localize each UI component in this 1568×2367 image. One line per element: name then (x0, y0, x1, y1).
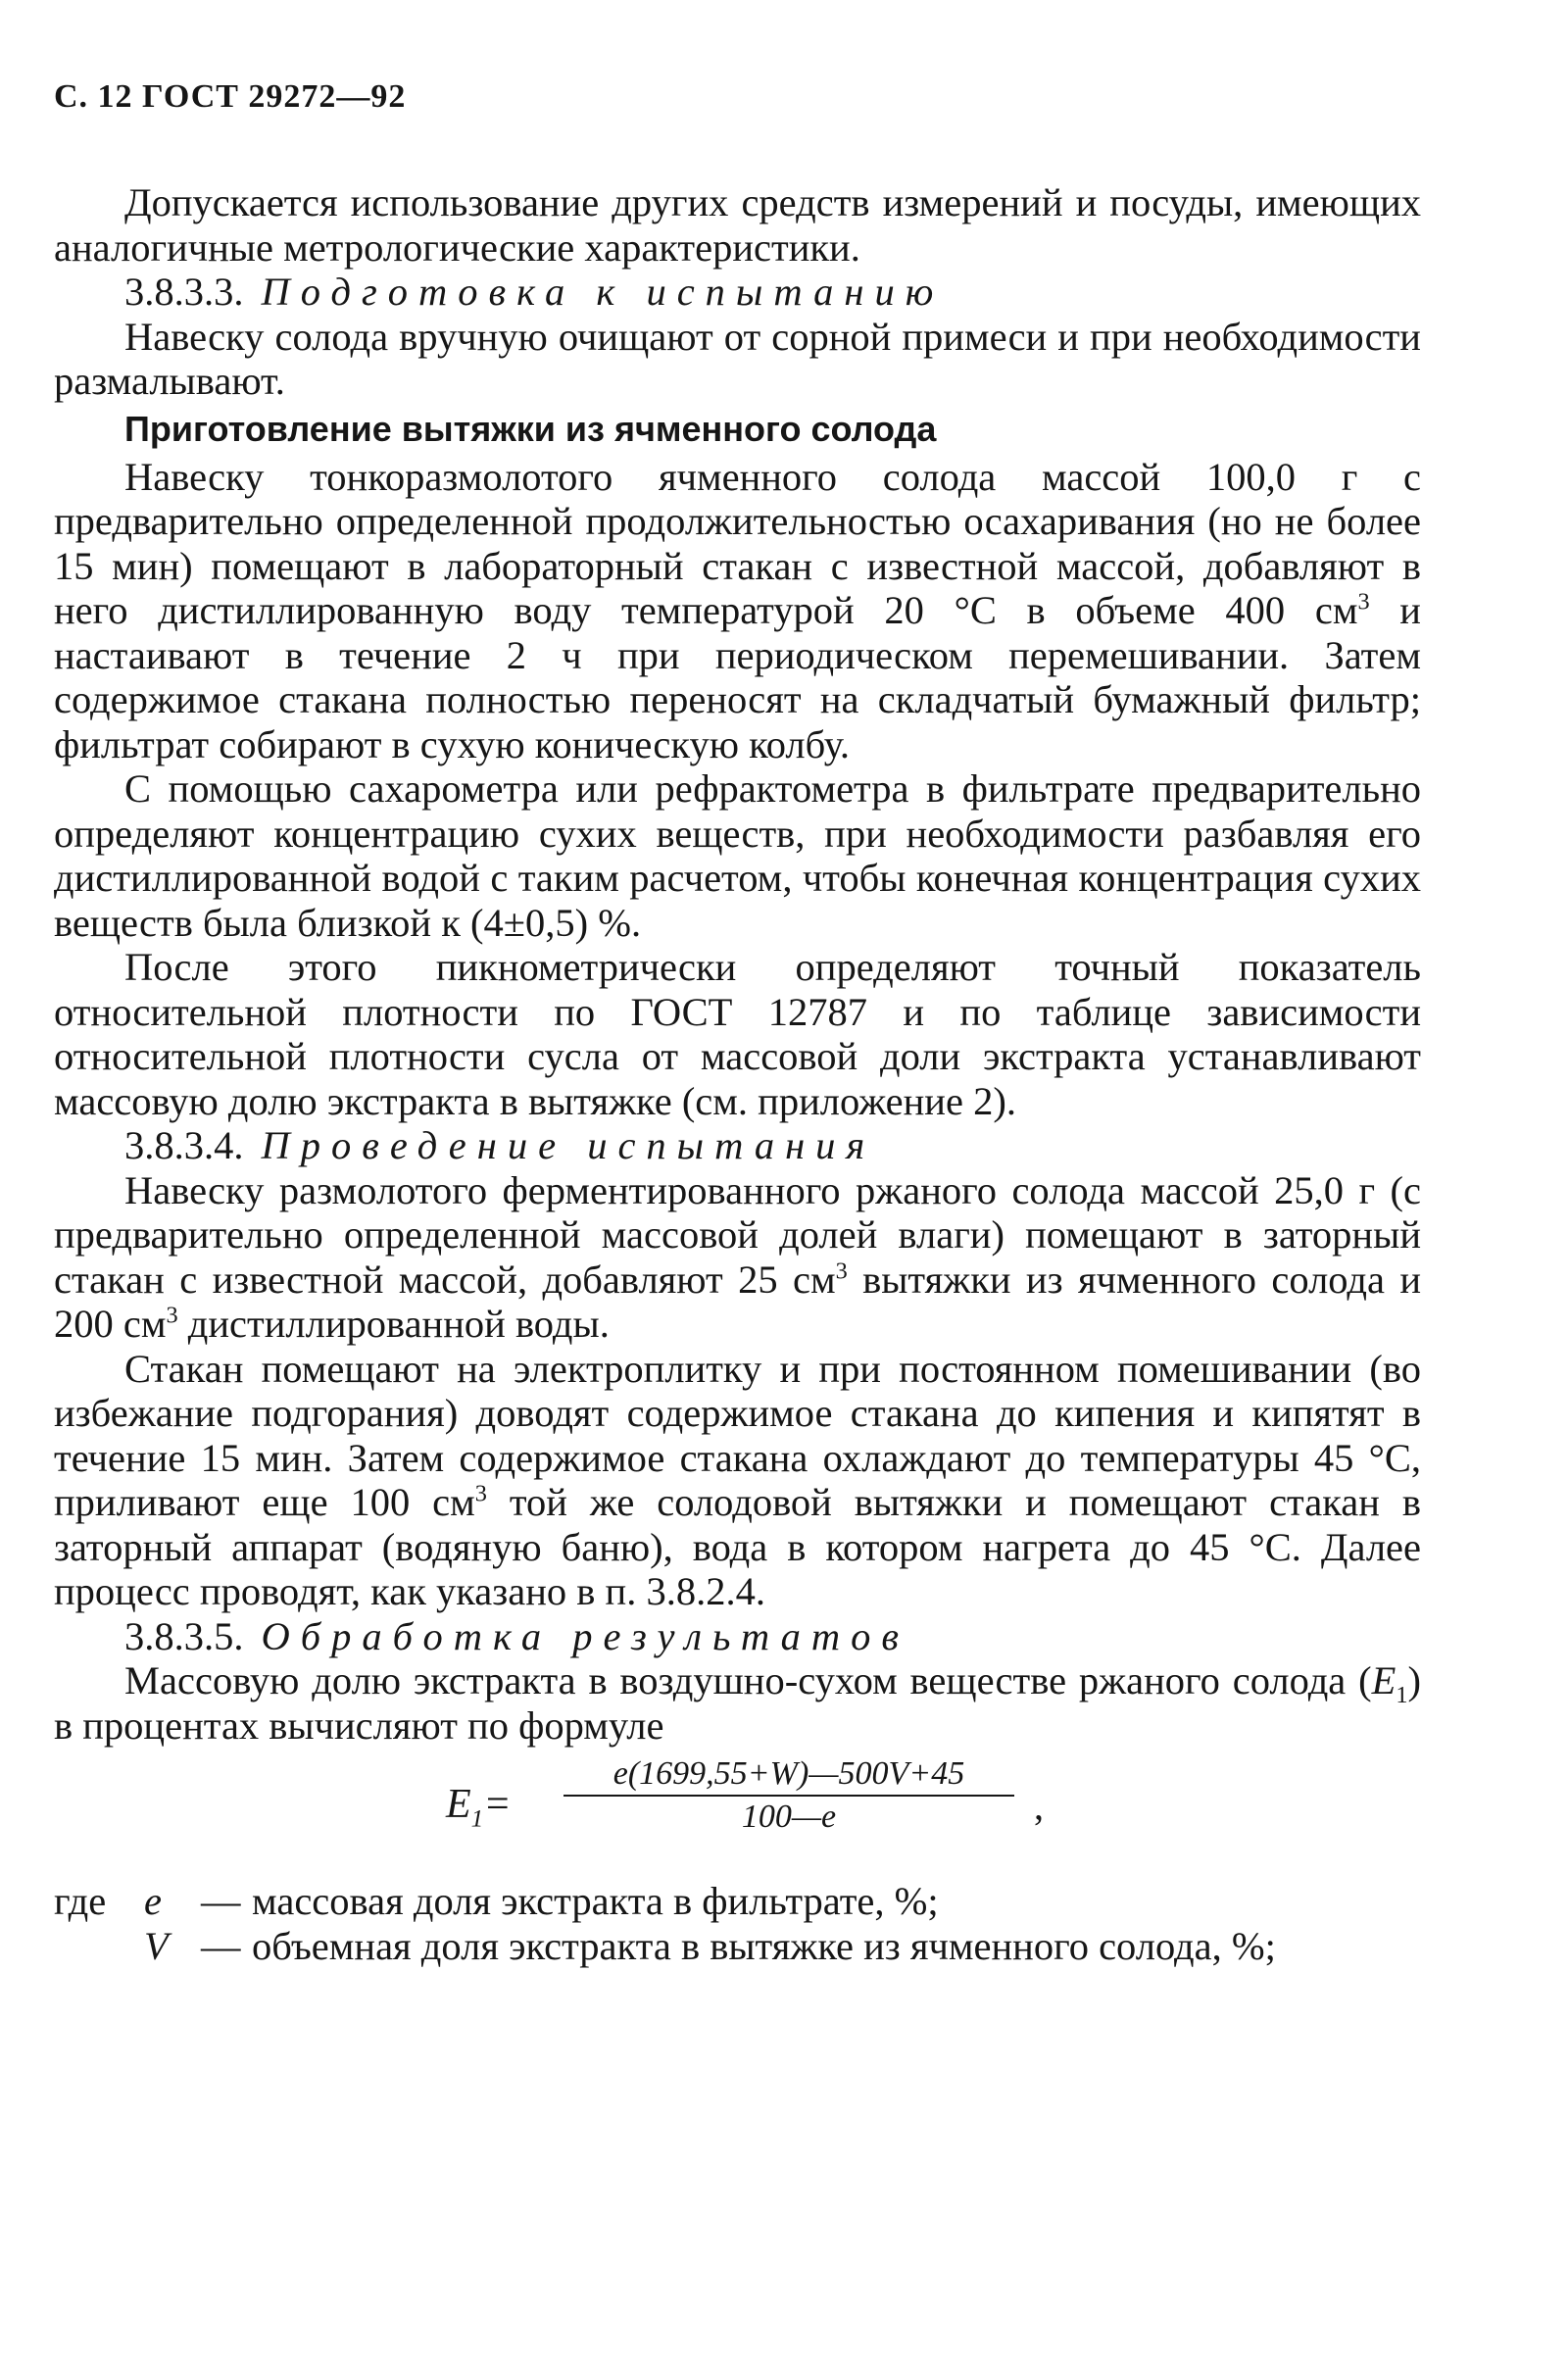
section-number: 3.8.3.3. (124, 270, 244, 314)
text-run: вытяжки из ячменного солода и 200 см (54, 1257, 1421, 1346)
paragraph (54, 1658, 1421, 1748)
section-number: 3.8.3.4. (124, 1123, 244, 1167)
superscript: 3 (166, 1302, 178, 1329)
paragraph (54, 1347, 1421, 1614)
section-title: Обработка результатов (261, 1613, 909, 1658)
text-run: и настаивают в течение 2 ч при периодическом перемешивании. Затем содержимое стакана полностью переносят на складчатый бумажный фильтр; фильтрат собирают в сухую коническую колбу. (54, 588, 1421, 766)
page-header: С. 12 ГОСТ 29272—92 (54, 78, 407, 115)
superscript: 3 (1357, 588, 1370, 616)
paragraph: Навеску солода вручную очищают от сорной примеси и при необходимости размалывают. (54, 314, 1421, 403)
formula-numerator: e(1699,55+W)—500V+45 (564, 1755, 1014, 1797)
section-number: 3.8.3.5. (124, 1613, 244, 1658)
superscript: 3 (835, 1257, 848, 1284)
text-run: Навеску тонкоразмолотого ячменного солода массой 100,0 г с предварительно определенной продолжительностью осахаривания (но не более 15 мин) помещают в лабораторный стакан с известной массой, добавляют в него дистиллированную воду температурой 20 °С в объеме 400 см (54, 454, 1421, 632)
subheading: Приготовление вытяжки из ячменного солода (124, 408, 937, 449)
text-run: ) в процентах вычисляют по формуле (54, 1658, 1421, 1748)
legend-row (54, 1924, 1421, 1969)
formula (54, 1755, 1421, 1863)
text-run: дистиллированной воды. (177, 1302, 610, 1346)
legend-row (54, 1879, 1421, 1924)
legend-lead: где (54, 1879, 107, 1923)
section-title: Подготовка к испытанию (261, 270, 945, 314)
legend-dash: — (201, 1879, 241, 1923)
legend-description: объемная доля экстракта в вытяжке из ячменного солода, %; (252, 1923, 1276, 1968)
text-run: Стакан помещают на электроплитку и при постоянном помешивании (во избежание подгорания) доводят содержимое стакана до кипения и кипятят в течение 15 мин. Затем содержимое стакана охлаждают до температуры 45 °С, приливают еще 100 см (54, 1346, 1421, 1524)
formula-denominator: 100—e (741, 1799, 837, 1835)
section-heading (54, 1614, 1421, 1659)
formula-fraction (564, 1755, 1014, 1836)
paragraph (54, 455, 1421, 767)
formula-subscript: 1 (470, 1805, 484, 1833)
subscript: 1 (1396, 1682, 1408, 1709)
formula-variable: E (446, 1782, 471, 1827)
paragraph: Допускается использование других средств измерений и посуды, имеющих аналогичные метрологические характеристики. (54, 180, 1421, 270)
paragraph: С помощью сахарометра или рефрактометра в фильтрате предварительно определяют концентрацию сухих веществ, при необходимости разбавляя его дистиллированной водой с таким расчетом, чтобы конечная концентрация сухих веществ была близкой к (4±0,5) %. (54, 766, 1421, 945)
variable: E (1371, 1658, 1396, 1702)
paragraph (54, 1168, 1421, 1347)
formula-lhs (446, 1781, 512, 1833)
legend-description: массовая доля экстракта в фильтрате, %; (252, 1879, 939, 1923)
legend-lead-spacer (54, 1924, 144, 1969)
formula-equals: = (483, 1782, 512, 1827)
paragraph: После этого пикнометрически определяют точный показатель относительной плотности по ГОСТ 12787 и по таблице зависимости относительной плотности сусла от массовой доли экстракта устанавливают массовую долю экстракта в вытяжке (см. приложение 2). (54, 945, 1421, 1123)
text-run: Массовую долю экстракта в воздушно-сухом веществе ржаного солода ( (124, 1658, 1372, 1702)
text-run: той же солодовой вытяжки и помещают стакан в заторный аппарат (водяную баню), вода в котором нагрета до 45 °С. Далее процесс проводят, как указано в п. 3.8.2.4. (54, 1480, 1421, 1613)
section-title: Проведение испытания (261, 1123, 876, 1167)
section-heading (54, 270, 1421, 315)
formula-comma: , (1034, 1784, 1044, 1828)
document-page (54, 78, 1421, 1968)
section-heading (54, 1123, 1421, 1168)
variable-legend (54, 1879, 1421, 1968)
legend-symbol: e (144, 1879, 162, 1923)
text-run: Навеску размолотого ферментированного ржаного солода массой 25,0 г (с предварительно определенной массовой долей влаги) помещают в заторный стакан с известной массой, добавляют 25 см (54, 1167, 1421, 1302)
legend-symbol: V (144, 1923, 169, 1968)
legend-dash: — (201, 1923, 241, 1968)
superscript: 3 (474, 1480, 487, 1507)
